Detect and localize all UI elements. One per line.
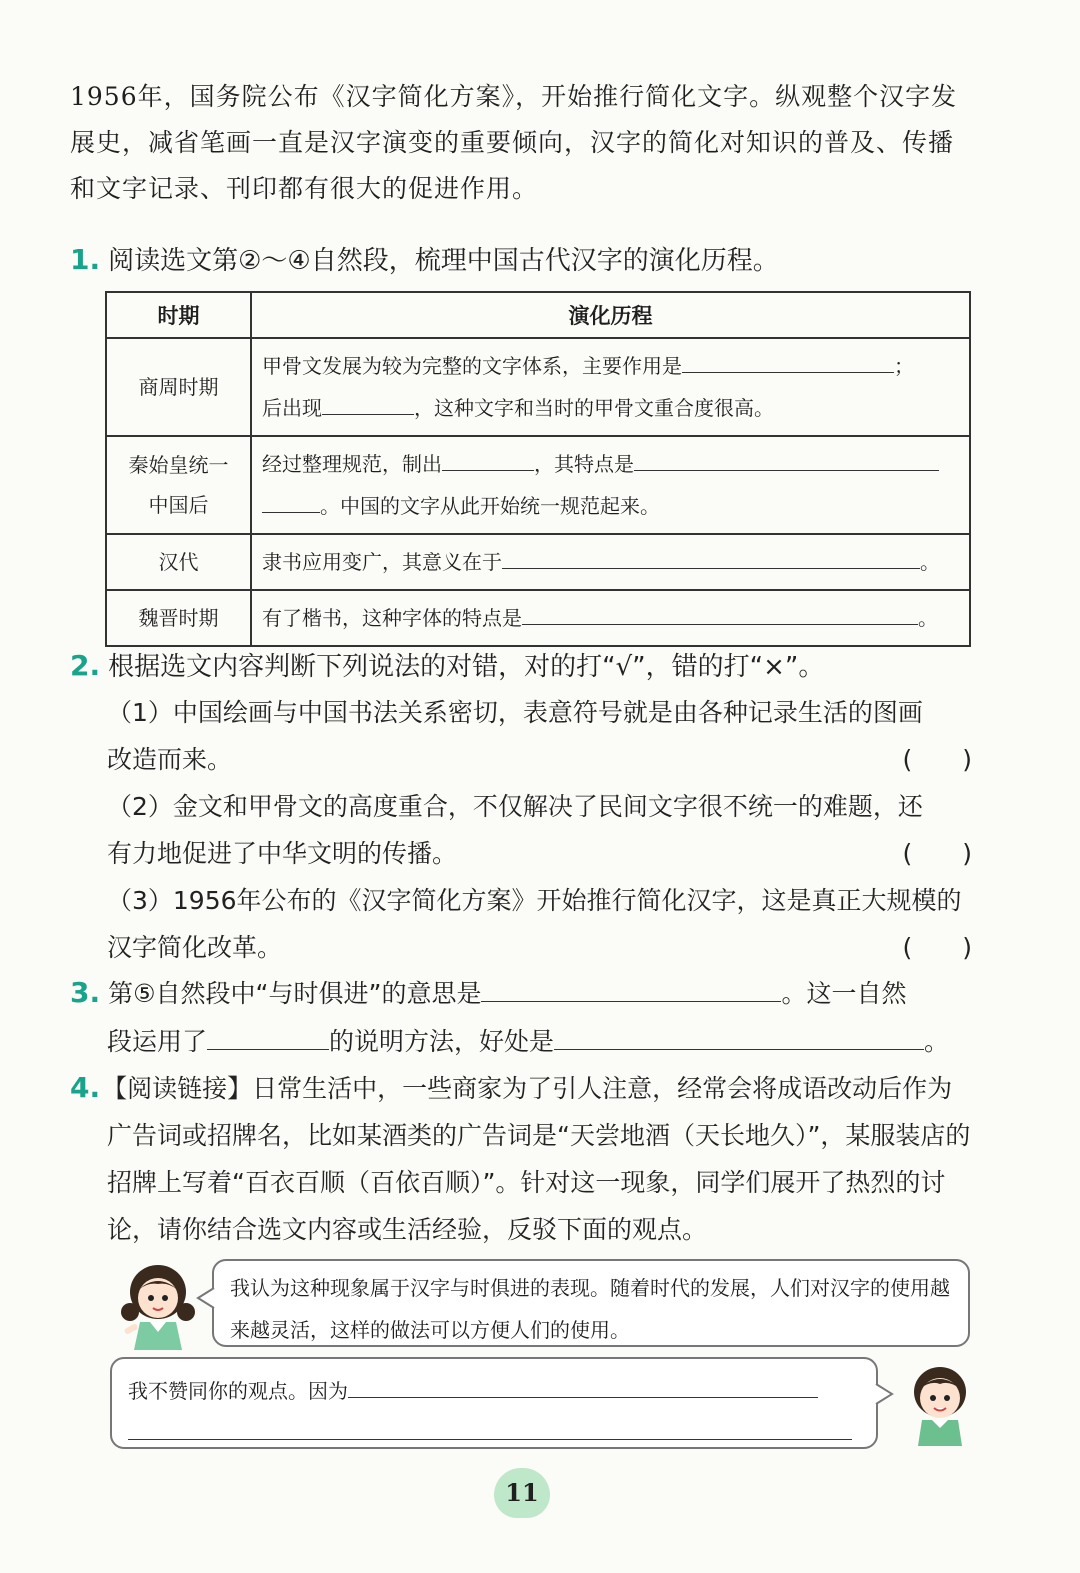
- question-2: [70, 646, 824, 687]
- answer-blank[interactable]: [348, 1375, 818, 1398]
- answer-blank[interactable]: [682, 350, 894, 373]
- question-text: 。: [924, 1027, 950, 1056]
- process-cell: [251, 338, 970, 436]
- period-line: 中国后: [148, 493, 209, 517]
- bubble-tail-icon: [874, 1382, 894, 1406]
- boy-bubble-text: 我不赞同你的观点。因为: [128, 1379, 348, 1403]
- item-line: 改造而来。: [107, 745, 233, 774]
- question-number: 1.: [70, 243, 101, 276]
- row-text: ；: [894, 354, 914, 378]
- process-cell: [251, 436, 970, 534]
- question-3: [70, 973, 975, 1014]
- row-text: 有了楷书，这种字体的特点是: [262, 606, 522, 630]
- period-cell: [106, 436, 251, 534]
- answer-line[interactable]: [128, 1417, 852, 1440]
- answer-blank[interactable]: [481, 979, 781, 1002]
- girl-illustration-icon: [118, 1260, 198, 1352]
- period-cell: 汉代: [106, 534, 251, 590]
- boy-speech-bubble: [110, 1357, 878, 1449]
- table-row: [106, 590, 970, 646]
- judgement-item-3: [107, 877, 972, 971]
- table-header-row: [106, 292, 970, 338]
- question-number: 2.: [70, 649, 101, 682]
- girl-speech-bubble: 我认为这种现象属于汉字与时俱进的表现。随着时代的发展，人们对汉字的使用越来越灵活，这样的做法可以方便人们的使用。: [212, 1259, 970, 1347]
- row-text: 。中国的文字从此开始统一规范起来。: [320, 494, 660, 518]
- answer-blank[interactable]: [522, 602, 918, 625]
- row-text: 后出现: [262, 396, 322, 420]
- question-text: 阅读选文第②～④自然段，梳理中国古代汉字的演化历程。: [108, 246, 779, 276]
- boy-illustration-icon: [904, 1362, 976, 1448]
- row-text: ，这种文字和当时的甲骨文重合度很高。: [414, 396, 774, 420]
- process-cell: [251, 590, 970, 646]
- answer-paren[interactable]: ( ): [902, 745, 972, 774]
- item-line: （1）中国绘画与中国书法关系密切，表意符号就是由各种记录生活的图画: [107, 698, 923, 727]
- header-period: 时期: [106, 292, 251, 338]
- question-text: 第⑤自然段中“与时俱进”的意思是: [108, 979, 482, 1008]
- question-text: 。这一自然: [781, 979, 907, 1008]
- table-row: [106, 338, 970, 436]
- answer-blank[interactable]: [554, 1027, 924, 1050]
- question-number: 3.: [70, 976, 101, 1009]
- bubble-tail-icon: [196, 1286, 216, 1310]
- row-text: 。: [920, 550, 940, 574]
- question-4: [70, 1064, 975, 1253]
- question-text: 根据选文内容判断下列说法的对错，对的打“√”，错的打“×”。: [108, 652, 825, 682]
- question-3-line-2: [107, 1018, 972, 1065]
- intro-paragraph: 1956年，国务院公布《汉字简化方案》，开始推行简化文字。纵观整个汉字发展史，减省笔画一直是汉字演变的重要倾向，汉字的简化对知识的普及、传播和文字记录、刊印都有很大的促进作用。: [70, 82, 958, 203]
- header-process: 演化历程: [251, 292, 970, 338]
- question-text: 段运用了: [107, 1027, 208, 1056]
- row-text: ，其特点是: [534, 452, 634, 476]
- table-row: [106, 436, 970, 534]
- question-text: 的说明方法，好处是: [329, 1027, 555, 1056]
- period-line: 秦始皇统一: [128, 453, 229, 477]
- judgement-item-1: [107, 689, 972, 783]
- row-text: 隶书应用变广，其意义在于: [262, 550, 502, 574]
- process-cell: [251, 534, 970, 590]
- answer-paren[interactable]: ( ): [902, 839, 972, 868]
- answer-blank[interactable]: [442, 448, 534, 471]
- question-number: 4.: [70, 1071, 101, 1104]
- answer-blank[interactable]: [207, 1027, 329, 1050]
- answer-blank[interactable]: [502, 546, 920, 569]
- question-text: 【阅读链接】日常生活中，一些商家为了引人注意，经常会将成语改动后作为广告词或招牌名，比如某酒类的广告词是“天尝地酒（天长地久）”，某服装店的招牌上写着“百衣百顺（百依百顺）”。针对这一现象，同学们展开了热烈的讨论，请你结合选文内容或生活经验，反驳下面的观点。: [102, 1074, 971, 1244]
- answer-paren[interactable]: ( ): [902, 933, 972, 962]
- row-text: 甲骨文发展为较为完整的文字体系，主要作用是: [262, 354, 682, 378]
- answer-blank[interactable]: [634, 448, 939, 471]
- question-1: [70, 240, 779, 281]
- row-text: 。: [918, 606, 938, 630]
- row-text: 经过整理规范，制出: [262, 452, 442, 476]
- item-line: 汉字简化改革。: [107, 933, 283, 962]
- answer-blank[interactable]: [262, 490, 320, 513]
- item-line: （3）1956年公布的《汉字简化方案》开始推行简化汉字，这是真正大规模的: [107, 886, 962, 915]
- item-line: 有力地促进了中华文明的传播。: [107, 839, 458, 868]
- evolution-table: [105, 291, 971, 647]
- period-cell: 魏晋时期: [106, 590, 251, 646]
- period-cell: 商周时期: [106, 338, 251, 436]
- table-row: [106, 534, 970, 590]
- page-number: 11: [494, 1468, 550, 1518]
- item-line: （2）金文和甲骨文的高度重合，不仅解决了民间文字很不统一的难题，还: [107, 792, 923, 821]
- judgement-item-2: [107, 783, 972, 877]
- answer-blank[interactable]: [322, 392, 414, 415]
